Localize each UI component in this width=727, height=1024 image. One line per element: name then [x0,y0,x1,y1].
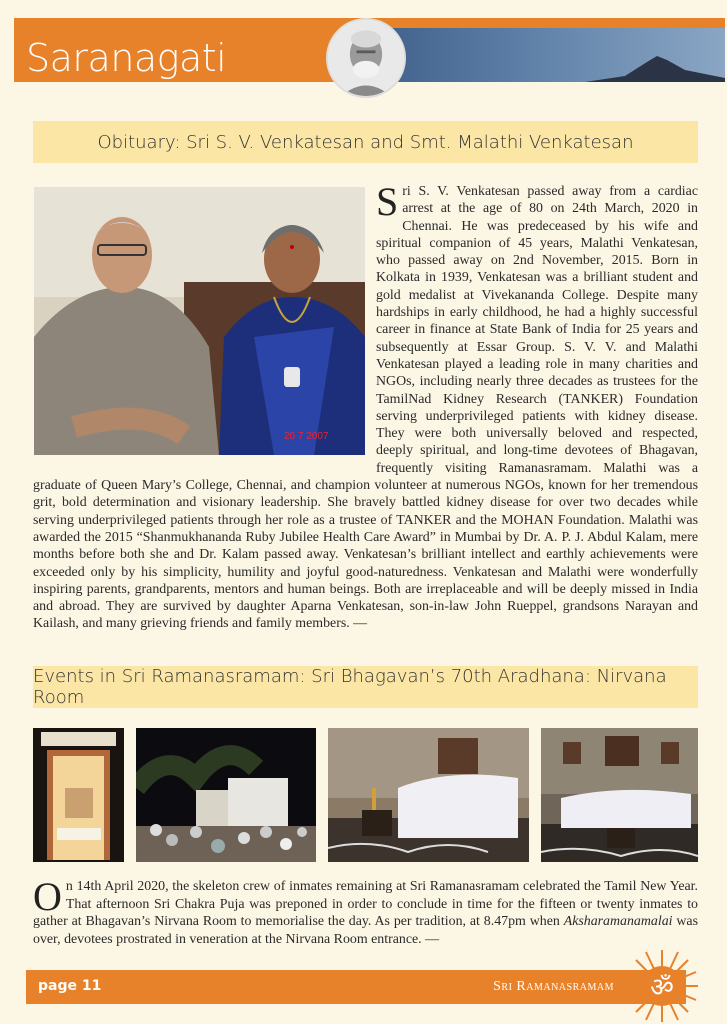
obituary-body: ri S. V. Venkatesan passed away from a cardiac arrest at the age of 80 on 24th March, 2020 in Chennai. He was predeceased by his wife and spiritual companion of 45 years, Malathi Venkatesan, who passed away on 2nd November, 2015. Born in Kolkata in 1939, Venkatesan was a brilliant student and gold medalist at Vivekananda College. Despite many hardships in early childhood, he had a highly successful career in finance at State Bank of India for 25 years and subsequently at Essar Group. S. V. V. and Malathi Venkatesan played a leading role in many charities and NGOs, including nearly three decades as trustees for the TamilNad Kidney Research (TANKER) Foundation serving underprivileged patients with kidney disease. They were both universally beloved and respected, deeply spiritual, and long-time devotees of Bhagavan, frequently visiting Ramanasramam. Malathi was a graduate of Queen Mary’s College, Chennai, and champion volunteer at numerous NGOs, known for her tremendous grit, bold determination and visionary leadership. She bravely battled kidney disease for over two decades while serving underprivileged patients through her role as a trustee of TANKER and the MOHAN Foundation. Malathi was awarded the 2015 “Shanmukhananda Ruby Jubilee Health Care Award” in Mumbai by Dr. A. P. J. Abdul Kalam, mere months before both she and Dr. Kalam passed away. Venkatesan’s brilliant intellect and earthly achievements were exceeded only by his simplicity, humility and joyful good-naturedness. Venkatesan and Malathi were wonderfully inspiring parents, grandparents, mentors and human beings. Both are irreplaceable and will be deeply missed in India and abroad. They are survived by daughter Aparna Venkatesan, son-in-law John Rueppel, grandsons Narayan and Kailash, and many grieving friends and family members. — [33,184,698,632]
events-article [33,874,699,948]
magazine-title: Saranagati [26,36,227,80]
courtyard-devotees-photo [136,728,316,862]
obituary-heading: Obituary: Sri S. V. Venkatesan and Smt. Malathi Venkatesan [33,121,698,163]
nirvana-room-entrance-photo [33,728,124,862]
om-symbol: ॐ [650,973,674,1003]
photo-date-stamp: 20 7 2007 [284,431,329,442]
events-body-part2: was over, devotees prostrated in veneration at the Nirvana Room entrance. — [33,914,699,947]
bhagavan-portrait [326,18,406,98]
events-dropcap: O [33,874,62,919]
samadhi-shrine-photo-1 [328,728,529,862]
events-photo-strip [33,728,698,862]
arunachala-mountain-silhouette [585,52,725,82]
events-body-italic: Aksharamanamalai [563,914,673,930]
events-body-part1: n 14th April 2020, the skeleton crew of inmates remaining at Sri Ramanasramam celebrated the Tamil New Year. That afternoon Sri Chakra Puja was preponed in order to conclude in time for the fifteen or twenty inmates to gather at Bhagavan’s Nirvana Room to memorialise the day. As per tradition, at 8.47pm when [33,879,698,930]
samadhi-shrine-photo-2 [541,728,698,862]
publisher-name: Sri Ramanasramam [493,979,614,994]
page-header [14,18,725,82]
obituary-article [33,179,698,633]
om-emblem-icon [622,948,702,1024]
page-number: page 11 [38,978,102,994]
obituary-dropcap: S [376,179,399,224]
events-heading: Events in Sri Ramanasramam: Sri Bhagavan’s 70th Aradhana: Nirvana Room [33,666,698,708]
page-footer [26,970,686,1004]
